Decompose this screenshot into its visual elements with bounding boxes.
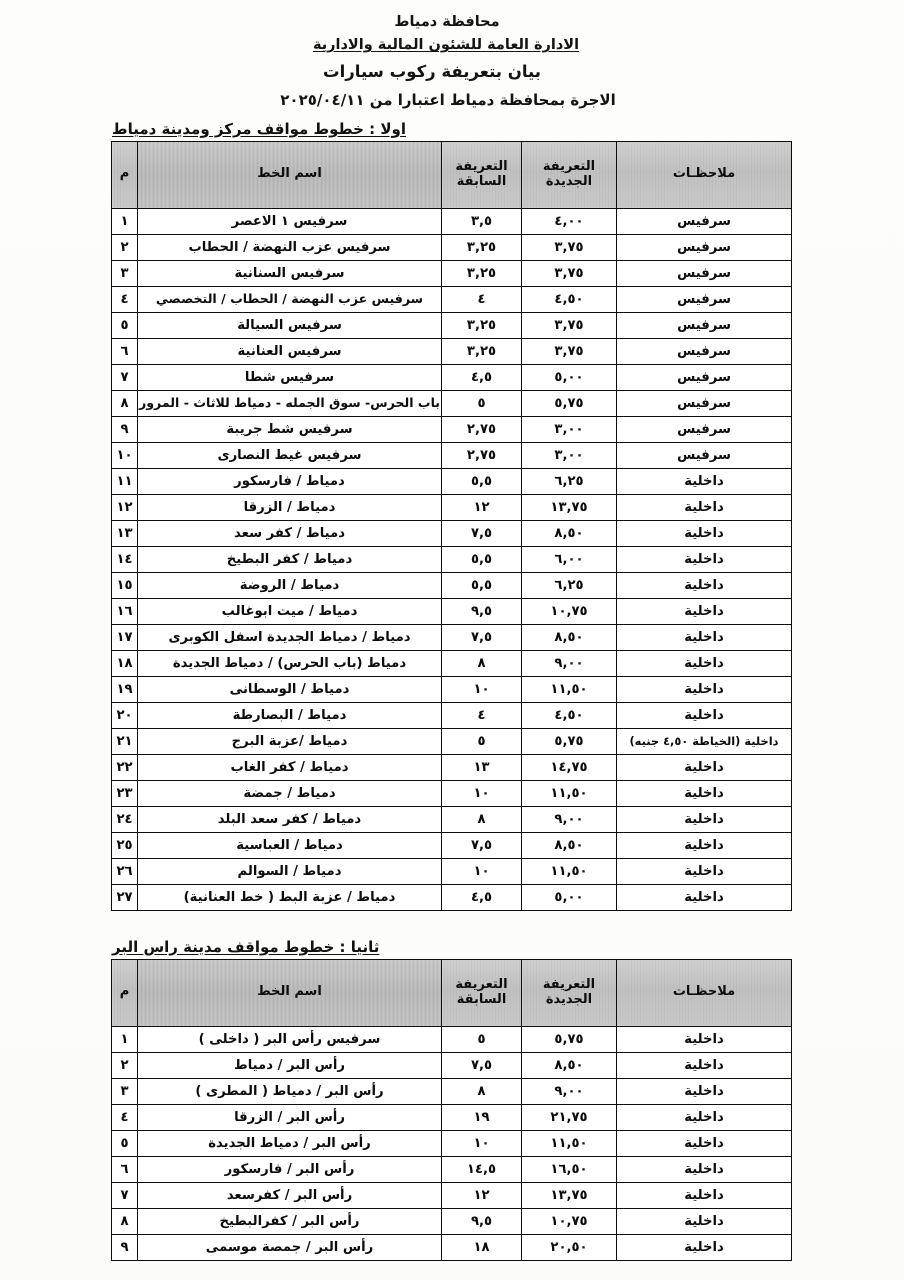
table-row bbox=[112, 598, 792, 624]
column-header-old-fare-line2: السابقة bbox=[456, 173, 507, 189]
cell-number: ١٣ bbox=[112, 520, 138, 546]
cell-new-fare: ١٤,٧٥ bbox=[522, 754, 617, 780]
cell-notes: سرفيس bbox=[617, 364, 792, 390]
cell-old-fare: ١٤,٥ bbox=[442, 1156, 522, 1182]
table-row bbox=[112, 1208, 792, 1234]
cell-notes: داخلية bbox=[617, 754, 792, 780]
cell-notes: سرفيس bbox=[617, 260, 792, 286]
table-row bbox=[112, 234, 792, 260]
fare-table-second bbox=[111, 959, 792, 1261]
section-caption-second-text: ثانيا : خطوط مواقف مدينة راس البر bbox=[112, 937, 380, 956]
cell-new-fare: ٣,٧٥ bbox=[522, 338, 617, 364]
cell-new-fare: ٥,٧٥ bbox=[522, 728, 617, 754]
cell-old-fare: ٥ bbox=[442, 1026, 522, 1052]
table-row bbox=[112, 702, 792, 728]
cell-old-fare: ٣,٢٥ bbox=[442, 312, 522, 338]
cell-notes: داخلية bbox=[617, 494, 792, 520]
cell-old-fare: ١٢ bbox=[442, 494, 522, 520]
cell-old-fare: ١٠ bbox=[442, 1130, 522, 1156]
cell-new-fare: ٤,٥٠ bbox=[522, 286, 617, 312]
table-row bbox=[112, 312, 792, 338]
heading-subtitle-date: الاجرة بمحافظة دمياط اعتبارا من ٢٠٢٥/٠٤/١١ bbox=[280, 90, 616, 109]
fare-table-first-head bbox=[112, 141, 792, 208]
cell-old-fare: ٤ bbox=[442, 702, 522, 728]
cell-notes: داخلية bbox=[617, 1104, 792, 1130]
cell-number: ١٩ bbox=[112, 676, 138, 702]
cell-new-fare: ٩,٠٠ bbox=[522, 806, 617, 832]
cell-notes: داخلية bbox=[617, 1234, 792, 1260]
cell-old-fare: ٧,٥ bbox=[442, 832, 522, 858]
table-row bbox=[112, 442, 792, 468]
cell-new-fare: ١٣,٧٥ bbox=[522, 494, 617, 520]
cell-old-fare: ١٠ bbox=[442, 858, 522, 884]
cell-number: ٢٠ bbox=[112, 702, 138, 728]
cell-number: ٢٣ bbox=[112, 780, 138, 806]
table-row bbox=[112, 546, 792, 572]
column-header-new-fare-line2: الجديدة bbox=[545, 991, 593, 1007]
fare-table-second-body bbox=[112, 1026, 792, 1260]
column-header-old-fare bbox=[442, 141, 522, 208]
cell-new-fare: ١٣,٧٥ bbox=[522, 1182, 617, 1208]
cell-notes: داخلية bbox=[617, 468, 792, 494]
cell-line-name: دمياط / فارسكور bbox=[138, 468, 442, 494]
section-caption-second bbox=[112, 937, 792, 956]
table-row bbox=[112, 338, 792, 364]
cell-notes: داخلية bbox=[617, 1156, 792, 1182]
fare-table-second-wrap bbox=[112, 959, 792, 1261]
cell-number: ١٨ bbox=[112, 650, 138, 676]
column-header-number: م bbox=[112, 959, 138, 1026]
cell-line-name: دمياط / البصارطة bbox=[138, 702, 442, 728]
cell-old-fare: ٣,٢٥ bbox=[442, 234, 522, 260]
cell-old-fare: ٩,٥ bbox=[442, 1208, 522, 1234]
cell-old-fare: ١٩ bbox=[442, 1104, 522, 1130]
cell-old-fare: ٨ bbox=[442, 650, 522, 676]
cell-notes: سرفيس bbox=[617, 390, 792, 416]
cell-old-fare: ٥,٥ bbox=[442, 572, 522, 598]
cell-number: ١٠ bbox=[112, 442, 138, 468]
cell-notes: داخلية bbox=[617, 806, 792, 832]
table-row bbox=[112, 1104, 792, 1130]
cell-notes: داخلية bbox=[617, 520, 792, 546]
cell-line-name: دمياط / ميت ابوغالب bbox=[138, 598, 442, 624]
cell-number: ٧ bbox=[112, 364, 138, 390]
table-row bbox=[112, 208, 792, 234]
cell-notes: داخلية bbox=[617, 884, 792, 910]
table-row bbox=[112, 1182, 792, 1208]
table-row bbox=[112, 1156, 792, 1182]
cell-line-name: دمياط (باب الحرس) / دمياط الجديدة bbox=[138, 650, 442, 676]
cell-line-name: سرفيس السنانية bbox=[138, 260, 442, 286]
cell-new-fare: ٨,٥٠ bbox=[522, 1052, 617, 1078]
section-caption-first-text: اولا : خطوط مواقف مركز ومدينة دمياط bbox=[112, 119, 407, 138]
cell-notes: داخلية bbox=[617, 1208, 792, 1234]
table-row bbox=[112, 494, 792, 520]
column-header-new-fare bbox=[522, 959, 617, 1026]
cell-old-fare: ٥,٥ bbox=[442, 468, 522, 494]
table-row bbox=[112, 572, 792, 598]
cell-new-fare: ٤,٠٠ bbox=[522, 208, 617, 234]
cell-old-fare: ٥ bbox=[442, 728, 522, 754]
cell-number: ٣ bbox=[112, 1078, 138, 1104]
cell-old-fare: ٣,٢٥ bbox=[442, 260, 522, 286]
column-header-new-fare-line1: التعريفة bbox=[542, 158, 596, 174]
cell-old-fare: ٨ bbox=[442, 806, 522, 832]
cell-old-fare: ٥ bbox=[442, 390, 522, 416]
cell-number: ٩ bbox=[112, 1234, 138, 1260]
cell-line-name: سرفيس رأس البر ( داخلى ) bbox=[138, 1026, 442, 1052]
cell-number: ٨ bbox=[112, 1208, 138, 1234]
column-header-new-fare bbox=[522, 141, 617, 208]
fare-table-first bbox=[111, 141, 792, 911]
cell-notes: سرفيس bbox=[617, 442, 792, 468]
cell-line-name: سرفيس عزب النهضة / الحطاب bbox=[138, 234, 442, 260]
cell-new-fare: ٨,٥٠ bbox=[522, 624, 617, 650]
cell-notes: داخلية bbox=[617, 1182, 792, 1208]
cell-old-fare: ٣,٥ bbox=[442, 208, 522, 234]
cell-notes: سرفيس bbox=[617, 338, 792, 364]
cell-notes: داخلية bbox=[617, 702, 792, 728]
cell-line-name: دمياط / كفر سعد البلد bbox=[138, 806, 442, 832]
table-row bbox=[112, 1026, 792, 1052]
cell-number: ٤ bbox=[112, 286, 138, 312]
cell-new-fare: ٥,٧٥ bbox=[522, 390, 617, 416]
table-row bbox=[112, 1052, 792, 1078]
cell-old-fare: ٧,٥ bbox=[442, 624, 522, 650]
cell-number: ٢٧ bbox=[112, 884, 138, 910]
table-row bbox=[112, 806, 792, 832]
cell-number: ٤ bbox=[112, 1104, 138, 1130]
cell-line-name: دمياط / الروضة bbox=[138, 572, 442, 598]
table-row bbox=[112, 390, 792, 416]
cell-new-fare: ٩,٠٠ bbox=[522, 650, 617, 676]
cell-number: ٢٦ bbox=[112, 858, 138, 884]
column-header-line-name: اسم الخط bbox=[138, 959, 442, 1026]
cell-old-fare: ٤,٥ bbox=[442, 364, 522, 390]
fare-table-first-wrap bbox=[112, 141, 792, 911]
cell-new-fare: ١١,٥٠ bbox=[522, 676, 617, 702]
cell-new-fare: ٩,٠٠ bbox=[522, 1078, 617, 1104]
cell-number: ٦ bbox=[112, 1156, 138, 1182]
table-row bbox=[112, 676, 792, 702]
column-header-old-fare bbox=[442, 959, 522, 1026]
cell-notes: داخلية bbox=[617, 1078, 792, 1104]
cell-line-name: رأس البر / فارسكور bbox=[138, 1156, 442, 1182]
cell-notes: داخلية bbox=[617, 780, 792, 806]
cell-old-fare: ٩,٥ bbox=[442, 598, 522, 624]
cell-line-name: دمياط /عزبة البرج bbox=[138, 728, 442, 754]
cell-notes: داخلية bbox=[617, 572, 792, 598]
cell-line-name: رأس البر / الزرقا bbox=[138, 1104, 442, 1130]
cell-new-fare: ١١,٥٠ bbox=[522, 780, 617, 806]
cell-number: ٢١ bbox=[112, 728, 138, 754]
cell-new-fare: ٦,٢٥ bbox=[522, 468, 617, 494]
cell-number: ٧ bbox=[112, 1182, 138, 1208]
cell-new-fare: ٣,٠٠ bbox=[522, 416, 617, 442]
cell-line-name: دمياط / كفر الغاب bbox=[138, 754, 442, 780]
heading-governorate: محافظة دمياط bbox=[394, 14, 500, 30]
cell-number: ٢ bbox=[112, 1052, 138, 1078]
table-row bbox=[112, 754, 792, 780]
cell-old-fare: ٥,٥ bbox=[442, 546, 522, 572]
cell-new-fare: ٤,٥٠ bbox=[522, 702, 617, 728]
column-header-notes: ملاحظـات bbox=[617, 959, 792, 1026]
column-header-line-name: اسم الخط bbox=[138, 141, 442, 208]
heading-department: الادارة العامة للشئون المالية والادارية bbox=[312, 37, 580, 54]
cell-line-name: دمياط / دمياط الجديدة اسفل الكوبرى bbox=[138, 624, 442, 650]
cell-line-name: دمياط / الوسطانى bbox=[138, 676, 442, 702]
cell-number: ٩ bbox=[112, 416, 138, 442]
table-row bbox=[112, 364, 792, 390]
column-header-old-fare-line1: التعريفة bbox=[455, 976, 508, 992]
column-header-notes: ملاحظـات bbox=[617, 141, 792, 208]
cell-old-fare: ٤,٥ bbox=[442, 884, 522, 910]
cell-old-fare: ٤ bbox=[442, 286, 522, 312]
cell-notes: داخلية bbox=[617, 546, 792, 572]
cell-notes: سرفيس bbox=[617, 208, 792, 234]
heading-title: بيان بتعريفة ركوب سيارات bbox=[323, 62, 541, 82]
cell-line-name: دمياط / كفر البطيخ bbox=[138, 546, 442, 572]
section-caption-first bbox=[112, 119, 792, 138]
cell-notes: داخلية bbox=[617, 676, 792, 702]
table-row bbox=[112, 832, 792, 858]
table-row bbox=[112, 728, 792, 754]
cell-number: ١١ bbox=[112, 468, 138, 494]
cell-new-fare: ٨,٥٠ bbox=[522, 520, 617, 546]
cell-line-name: رأس البر / دمياط bbox=[138, 1052, 442, 1078]
cell-new-fare: ١٠,٧٥ bbox=[522, 1208, 617, 1234]
table-row bbox=[112, 624, 792, 650]
cell-notes: داخلية bbox=[617, 1052, 792, 1078]
cell-line-name: باب الحرس- سوق الجمله - دمياط للاثاث - المرور bbox=[138, 390, 442, 416]
cell-number: ١٦ bbox=[112, 598, 138, 624]
cell-old-fare: ١٢ bbox=[442, 1182, 522, 1208]
cell-new-fare: ٣,٠٠ bbox=[522, 442, 617, 468]
cell-line-name: دمياط / كفر سعد bbox=[138, 520, 442, 546]
cell-new-fare: ٥,٠٠ bbox=[522, 884, 617, 910]
cell-notes: داخلية (الخياطة ٤,٥٠ جنيه) bbox=[617, 728, 792, 754]
cell-line-name: رأس البر / دمياط الجديدة bbox=[138, 1130, 442, 1156]
cell-new-fare: ٦,٢٥ bbox=[522, 572, 617, 598]
cell-notes: سرفيس bbox=[617, 416, 792, 442]
cell-line-name: سرفيس السيالة bbox=[138, 312, 442, 338]
column-header-old-fare-line2: السابقة bbox=[456, 991, 507, 1007]
cell-new-fare: ٢١,٧٥ bbox=[522, 1104, 617, 1130]
table-row bbox=[112, 1234, 792, 1260]
table-row bbox=[112, 1078, 792, 1104]
cell-new-fare: ٨,٥٠ bbox=[522, 832, 617, 858]
cell-line-name: سرفيس شطا bbox=[138, 364, 442, 390]
cell-number: ١ bbox=[112, 208, 138, 234]
cell-number: ١٢ bbox=[112, 494, 138, 520]
cell-new-fare: ٣,٧٥ bbox=[522, 260, 617, 286]
column-header-number: م bbox=[112, 141, 138, 208]
cell-notes: داخلية bbox=[617, 832, 792, 858]
fare-table-second-head bbox=[112, 959, 792, 1026]
cell-notes: داخلية bbox=[617, 598, 792, 624]
column-header-new-fare-line1: التعريفة bbox=[542, 976, 596, 992]
cell-new-fare: ٥,٧٥ bbox=[522, 1026, 617, 1052]
table-row bbox=[112, 260, 792, 286]
table-row bbox=[112, 780, 792, 806]
cell-new-fare: ٣,٧٥ bbox=[522, 234, 617, 260]
fare-table-first-body bbox=[112, 208, 792, 910]
cell-new-fare: ٥,٠٠ bbox=[522, 364, 617, 390]
cell-line-name: دمياط / العباسية bbox=[138, 832, 442, 858]
cell-old-fare: ٢,٧٥ bbox=[442, 442, 522, 468]
cell-notes: داخلية bbox=[617, 1026, 792, 1052]
cell-number: ٢٤ bbox=[112, 806, 138, 832]
cell-line-name: رأس البر / كفرسعد bbox=[138, 1182, 442, 1208]
cell-line-name: دمياط / جمضة bbox=[138, 780, 442, 806]
table-header-row bbox=[112, 141, 792, 208]
cell-line-name: دمياط / السوالم bbox=[138, 858, 442, 884]
cell-number: ٢٥ bbox=[112, 832, 138, 858]
cell-old-fare: ٨ bbox=[442, 1078, 522, 1104]
cell-old-fare: ٣,٢٥ bbox=[442, 338, 522, 364]
cell-old-fare: ٧,٥ bbox=[442, 520, 522, 546]
cell-number: ١٤ bbox=[112, 546, 138, 572]
cell-notes: داخلية bbox=[617, 1130, 792, 1156]
cell-number: ١ bbox=[112, 1026, 138, 1052]
cell-line-name: رأس البر / جمصة موسمى bbox=[138, 1234, 442, 1260]
table-row bbox=[112, 520, 792, 546]
document-heading bbox=[0, 0, 904, 110]
cell-old-fare: ١٨ bbox=[442, 1234, 522, 1260]
table-row bbox=[112, 884, 792, 910]
table-row bbox=[112, 468, 792, 494]
cell-notes: سرفيس bbox=[617, 286, 792, 312]
cell-line-name: رأس البر / دمياط ( المطرى ) bbox=[138, 1078, 442, 1104]
cell-line-name: سرفيس عزب النهضة / الحطاب / التخصصي bbox=[138, 286, 442, 312]
table-row bbox=[112, 858, 792, 884]
cell-number: ٢ bbox=[112, 234, 138, 260]
table-row bbox=[112, 1130, 792, 1156]
cell-line-name: سرفيس ١ الاعصر bbox=[138, 208, 442, 234]
cell-number: ١٥ bbox=[112, 572, 138, 598]
cell-line-name: دمياط / عزبة البط ( خط العنانية) bbox=[138, 884, 442, 910]
cell-old-fare: ٧,٥ bbox=[442, 1052, 522, 1078]
column-header-old-fare-line1: التعريفة bbox=[455, 158, 508, 174]
cell-old-fare: ١٠ bbox=[442, 780, 522, 806]
cell-line-name: دمياط / الزرقا bbox=[138, 494, 442, 520]
cell-number: ٣ bbox=[112, 260, 138, 286]
table-row bbox=[112, 286, 792, 312]
column-header-new-fare-line2: الجديدة bbox=[545, 173, 593, 189]
cell-number: ٥ bbox=[112, 1130, 138, 1156]
cell-notes: سرفيس bbox=[617, 312, 792, 338]
cell-new-fare: ١١,٥٠ bbox=[522, 858, 617, 884]
cell-new-fare: ١٠,٧٥ bbox=[522, 598, 617, 624]
cell-line-name: رأس البر / كفرالبطيخ bbox=[138, 1208, 442, 1234]
cell-notes: داخلية bbox=[617, 624, 792, 650]
cell-old-fare: ١٣ bbox=[442, 754, 522, 780]
cell-number: ٥ bbox=[112, 312, 138, 338]
cell-old-fare: ١٠ bbox=[442, 676, 522, 702]
cell-line-name: سرفيس غيط النصارى bbox=[138, 442, 442, 468]
cell-number: ٦ bbox=[112, 338, 138, 364]
cell-new-fare: ٣,٧٥ bbox=[522, 312, 617, 338]
table-row bbox=[112, 416, 792, 442]
cell-new-fare: ١٦,٥٠ bbox=[522, 1156, 617, 1182]
cell-notes: سرفيس bbox=[617, 234, 792, 260]
cell-new-fare: ١١,٥٠ bbox=[522, 1130, 617, 1156]
table-header-row bbox=[112, 959, 792, 1026]
cell-notes: داخلية bbox=[617, 650, 792, 676]
cell-line-name: سرفيس شط جريبة bbox=[138, 416, 442, 442]
cell-notes: داخلية bbox=[617, 858, 792, 884]
cell-number: ١٧ bbox=[112, 624, 138, 650]
cell-number: ٨ bbox=[112, 390, 138, 416]
cell-line-name: سرفيس العنانية bbox=[138, 338, 442, 364]
table-row bbox=[112, 650, 792, 676]
cell-new-fare: ٦,٠٠ bbox=[522, 546, 617, 572]
cell-new-fare: ٢٠,٥٠ bbox=[522, 1234, 617, 1260]
cell-number: ٢٢ bbox=[112, 754, 138, 780]
cell-old-fare: ٢,٧٥ bbox=[442, 416, 522, 442]
